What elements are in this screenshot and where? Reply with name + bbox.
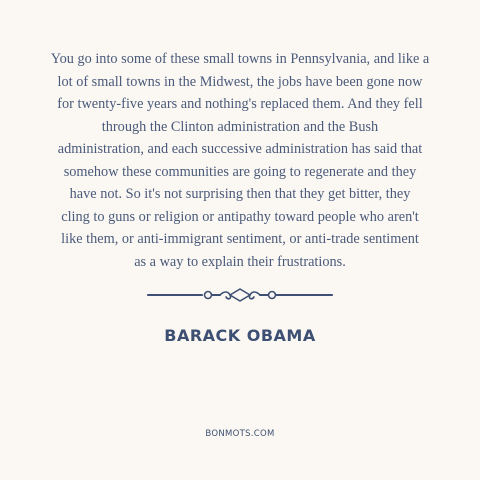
- quote-line: administration, and each successive administration has said that: [57, 141, 423, 157]
- quote-line: lot of small towns in the Midwest, the jobs have been gone now: [57, 73, 423, 90]
- author-name: BARACK OBAMA: [164, 326, 316, 345]
- quote-line: somehow these communities are going to regenerate and they: [63, 163, 417, 180]
- quote-line: through the Clinton administration and the Bush: [101, 118, 379, 135]
- site-link[interactable]: BONMOTS.COM: [205, 429, 275, 439]
- quote-line: You go into some of these small towns in Pennsylvania, and like a: [50, 51, 430, 67]
- quote-line: as a way to explain their frustrations.: [134, 253, 346, 270]
- quote-text: [40, 48, 440, 273]
- quote-line: like them, or anti-immigrant sentiment, or anti-trade sentiment: [61, 231, 419, 247]
- quote-line: have not. So it's not surprising then that they get bitter, they: [69, 186, 411, 202]
- divider-ornament: [146, 285, 334, 305]
- quote-line: cling to guns or religion or antipathy toward people who aren't: [61, 208, 419, 225]
- quote-line: for twenty-five years and nothing's replaced them. And they fell: [57, 96, 423, 112]
